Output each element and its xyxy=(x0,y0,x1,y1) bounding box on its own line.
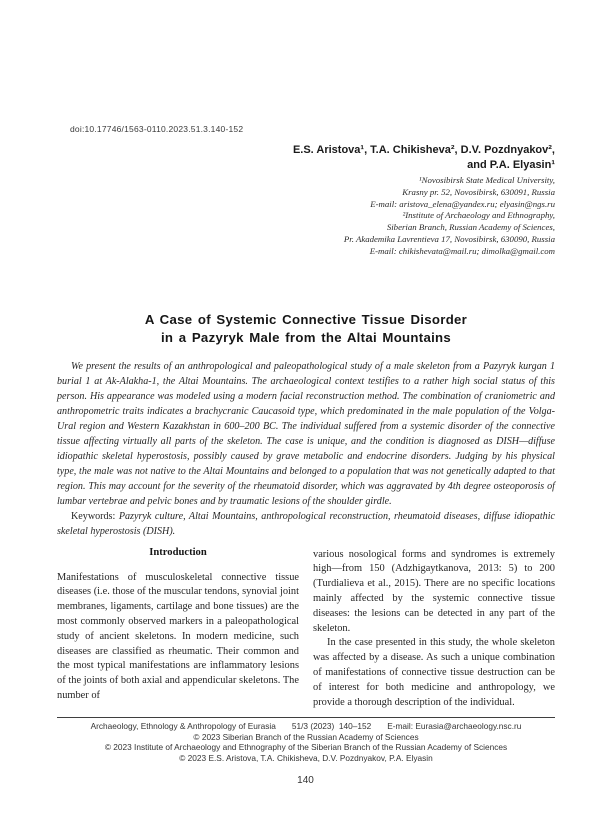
left-column xyxy=(57,546,299,709)
abstract-text: We present the results of an anthropological and paleopathological study of a male skeleton from a Pazyryk kurgan 1 burial 1 at Ak-Alakha-1, the Altai Mountains. The archaeological context testifies to a rather high social status of this person. His appearance was modeled using a modern facial reconstruction method. The combination of craniometric and anthropometric traits indicates a brachycranic Caucasoid type, which predominated in the male population of the Volga-Ural region and Western Kazakhstan in 600–200 BC. The individual suffered from a systemic disorder of the connective tissue affecting virtually all parts of the skeleton. The case is unique, and the condition is diagnosed as DISH—diffuse idiopathic skeletal hyperostosis, possibly caused by grave metabolic and endocrine disorders. Judging by his physical type, the male was not native to the Altai Mountains and belonged to a population that was not genetically adapted to that region. This may account for the severity of the rheumatoid disorder, which was aggravated by 4th degree osteoporosis of lumbar vertebrae and pelvic bones and by traumatic lesions of the shoulder girdle. xyxy=(57,360,555,507)
author-line-2: and P.A. Elyasin¹ xyxy=(467,159,555,171)
page-number: 140 xyxy=(297,775,314,786)
journal-footer xyxy=(57,717,555,763)
keywords-label: Keywords: xyxy=(71,510,116,522)
author-line-1: E.S. Aristova¹, T.A. Chikisheva², D.V. Pozdnyakov², xyxy=(292,144,555,156)
journal-info-line xyxy=(57,721,555,732)
abstract-block xyxy=(57,359,555,539)
paper-title-line-1: A Case of Systemic Connective Tissue Disorder xyxy=(144,311,468,327)
body-paragraph: various nosological forms and syndromes is extremely high—from 150 (Adzhigaytkanova, 2013: 5) to 200 (Turdialieva et al., 2015). There are no specific locations mainly affected by the systemic connective tissue diseases: the lesions can be detected in any part of the skeleton. xyxy=(313,548,555,634)
copyright-line: © 2023 Institute of Archaeology and Ethnography of the Siberian Branch of the Russian Academy of Sciences xyxy=(104,742,508,753)
affiliation-line: ¹Novosibirsk State Medical University, xyxy=(418,175,555,185)
affiliation-email: E-mail: aristova_elena@yandex.ru; elyasin@ngs.ru xyxy=(370,198,555,209)
copyright-line: © 2023 E.S. Aristova, T.A. Chikisheva, D.V. Pozdnyakov, P.A. Elyasin xyxy=(179,752,433,763)
two-column-body xyxy=(57,546,555,709)
authors-block xyxy=(57,143,555,173)
affiliation-line: ²Institute of Archaeology and Ethnography, xyxy=(402,210,555,221)
paper-title-line-2: in a Pazyryk Male from the Altai Mountains xyxy=(160,329,452,345)
introduction-paragraph: Manifestations of musculoskeletal connective tissue diseases (i.e. those of the muscular tendons, synovial joint membranes, ligaments, cartilage and bone tissues) are the most commonly observed markers in a paleopathological study of ancient skeletons. In modern medicine, such diseases are classified as rheumatic. Their common and the most typical manifestations are inflammatory lesions of the joints of both axial and appendicular skeletons. The number of xyxy=(57,571,299,701)
keywords-text: Pazyryk culture, Altai Mountains, anthropological reconstruction, rheumatoid diseases, diffuse idiopathic skeletal hyperostosis (DISH). xyxy=(57,510,555,537)
copyright-line: © 2023 Siberian Branch of the Russian Academy of Sciences xyxy=(193,731,419,742)
keywords-paragraph xyxy=(57,509,555,539)
journal-email: E-mail: Eurasia@archaeology.nsc.ru xyxy=(387,721,522,731)
affiliations-block xyxy=(57,175,555,258)
page-content xyxy=(57,0,555,709)
doi-text: doi:10.17746/1563-0110.2023.51.3.140-152 xyxy=(70,124,244,134)
affiliation-email: E-mail: chikishevata@mail.ru; dimolka@gmail.com xyxy=(369,245,555,256)
body-paragraph: In the case presented in this study, the whole skeleton was affected by a disease. As such a unique combination of manifestations of connective tissue destruction can be of interest for both medicine and anthropology, we provide a thorough description of the individual. xyxy=(313,637,555,708)
issue-pages: 51/3 (2023) 140–152 xyxy=(291,721,372,731)
journal-name: Archaeology, Ethnology & Anthropology of Eurasia xyxy=(90,721,276,731)
affiliation-line: Krasny pr. 52, Novosibirsk, 630091, Russia xyxy=(402,186,555,197)
introduction-heading: Introduction xyxy=(149,546,207,558)
paper-title xyxy=(57,311,555,347)
affiliation-line: Siberian Branch, Russian Academy of Sciences, xyxy=(386,222,555,233)
right-column xyxy=(313,546,555,709)
affiliation-line: Pr. Akademika Lavrentieva 17, Novosibirsk, 630090, Russia xyxy=(343,233,555,244)
